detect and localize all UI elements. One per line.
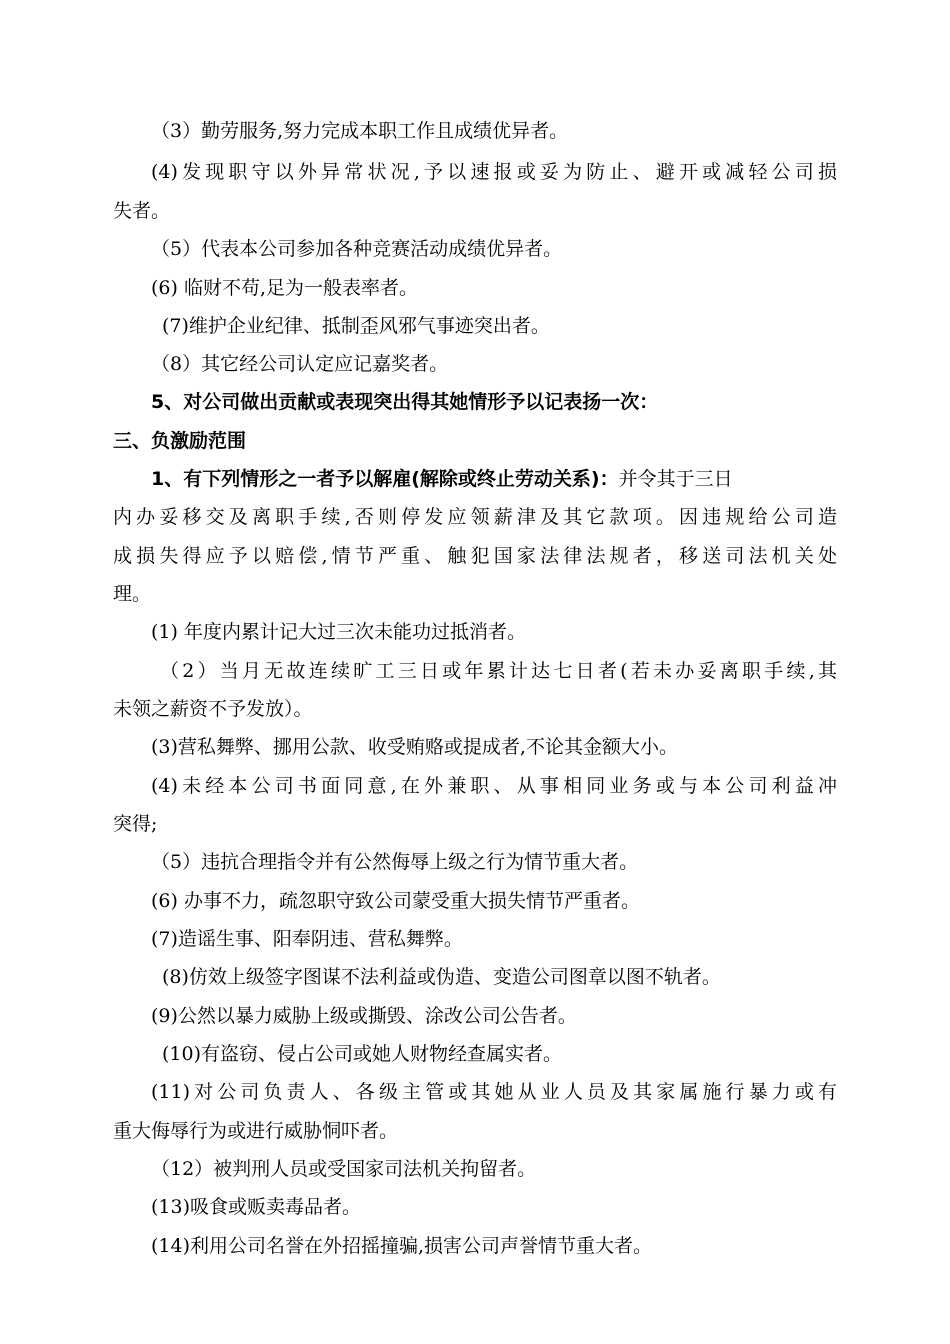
list-item: （2）当月无故连续旷工三日或年累计达七日者(若未办妥离职手续,其 <box>160 660 837 682</box>
list-item: (4)发现职守以外异常状况,予以速报或妥为防止、避开或减轻公司损 <box>151 161 837 183</box>
list-item: (10)有盗窃、侵占公司或她人财物经查属实者。 <box>162 1043 563 1065</box>
paragraph-line: 内办妥移交及离职手续,否则停发应领薪津及其它款项。因违规给公司造 <box>113 506 837 528</box>
list-item: (8)仿效上级签字图谋不法利益或伪造、变造公司图章以图不轨者。 <box>162 966 721 988</box>
list-item: （5）违抗合理指令并有公然侮辱上级之行为情节重大者。 <box>151 851 639 873</box>
paragraph-line: 成损失得应予以赔偿,情节严重、触犯国家法律法规者，移送司法机关处 <box>113 545 837 567</box>
section-item-heading: 5、对公司做出贡献或表现突出得其她情形予以记表扬一次： <box>151 391 659 413</box>
list-item: (14)利用公司名誉在外招摇撞骗,损害公司声誉情节重大者。 <box>151 1235 653 1257</box>
list-item: (11)对公司负责人、各级主管或其她从业人员及其家属施行暴力或有 <box>151 1081 837 1103</box>
paragraph-lead: 1、有下列情形之一者予以解雇(解除或终止劳动关系)： <box>151 468 619 490</box>
list-item: (1) 年度内累计记大过三次未能功过抵消者。 <box>151 621 526 643</box>
paragraph-lead-continuation: 并令其于三日 <box>618 468 733 490</box>
list-item: （3）勤劳服务,努力完成本职工作且成绩优异者。 <box>151 120 569 142</box>
list-item: (13)吸食或贩卖毒品者。 <box>151 1196 362 1218</box>
list-item: (9)公然以暴力威胁上级或撕毁、涂改公司公告者。 <box>151 1005 577 1027</box>
paragraph-line: 理。 <box>113 583 152 605</box>
list-item: (7)维护企业纪律、抵制歪风邪气事迹突出者。 <box>162 315 550 337</box>
list-item-continuation: 失者。 <box>113 200 171 222</box>
list-item: （5）代表本公司参加各种竞赛活动成绩优异者。 <box>151 238 563 260</box>
list-item: （12）被判刑人员或受国家司法机关拘留者。 <box>151 1158 537 1180</box>
list-item: (3)营私舞弊、挪用公款、收受贿赂或提成者,不论其金额大小。 <box>151 736 678 758</box>
list-item-continuation: 未领之薪资不予发放）。 <box>113 698 313 720</box>
list-item: (4)未经本公司书面同意,在外兼职、从事相同业务或与本公司利益冲 <box>151 775 837 797</box>
list-item: (7)造谣生事、阳奉阴违、营私舞弊。 <box>151 928 463 950</box>
list-item: (6) 临财不苟,足为一般表率者。 <box>151 277 418 299</box>
list-item-continuation: 突得; <box>113 813 158 835</box>
list-item: （8）其它经公司认定应记嘉奖者。 <box>151 353 449 375</box>
list-item-continuation: 重大侮辱行为或进行威胁恫吓者。 <box>113 1120 399 1142</box>
section-heading: 三、负激励范围 <box>113 430 247 452</box>
list-item: (6) 办事不力，疏忽职守致公司蒙受重大损失情节严重者。 <box>151 890 640 912</box>
paragraph-first-line <box>0 466 950 492</box>
